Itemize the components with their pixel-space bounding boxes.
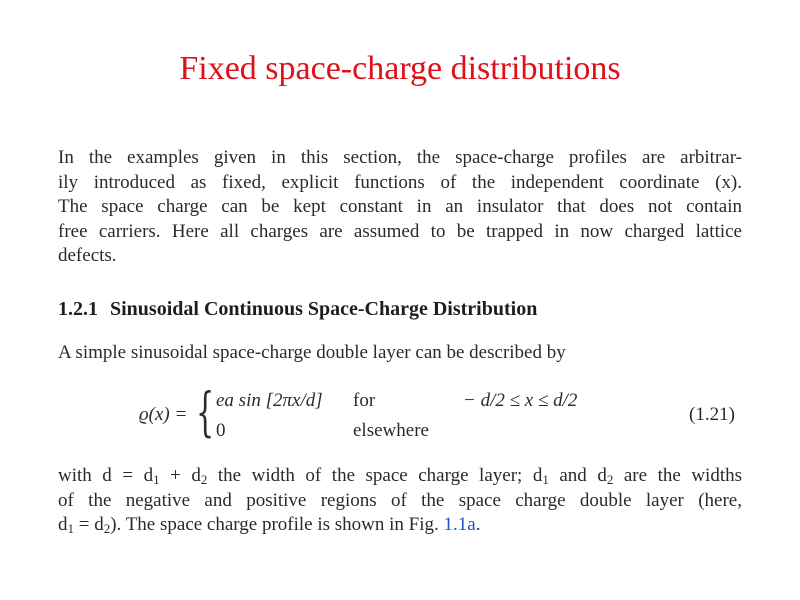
lead-in-paragraph (58, 341, 742, 366)
equation-number: (1.21) (689, 404, 735, 425)
section-heading (58, 298, 537, 321)
subscript: 2 (200, 472, 208, 487)
subscript: 2 (606, 472, 614, 487)
intro-paragraph (58, 146, 742, 269)
subscript: 1 (153, 472, 160, 487)
intro-line-2: ily introduced as fixed, explicit functions of the independent coordinate (x). (58, 171, 742, 193)
figure-reference-link[interactable]: 1.1a (443, 514, 476, 535)
intro-line-4: free carriers. Here all charges are assumed to be trapped in now charged lattice (58, 220, 742, 242)
closing-line-3-a: d (58, 514, 68, 535)
equation-case1-range: − d/2 ≤ x ≤ d/2 (463, 390, 578, 411)
subscript: 2 (103, 521, 111, 536)
equation-1-21 (0, 384, 800, 446)
closing-line-3-b: = d (74, 514, 104, 535)
closing-line-1-d: and d (548, 465, 607, 486)
lead-in-text: A simple sinusoidal space-charge double layer can be described by (58, 342, 566, 363)
closing-paragraph (58, 464, 742, 538)
subscript: 1 (67, 521, 74, 536)
equation-case1-condition: for (353, 390, 376, 411)
closing-line-3-d: . (475, 514, 481, 535)
intro-line-1: In the examples given in this section, the space-charge profiles are arbitrar- (58, 147, 742, 168)
subscript: 1 (542, 472, 549, 487)
slide-title: Fixed space-charge distributions (179, 50, 621, 87)
closing-line-1-b: + d (159, 465, 201, 486)
equation-case2-expression: 0 (216, 420, 226, 441)
closing-line-2: of the negative and positive regions of the space charge double layer (here, (58, 489, 742, 511)
intro-line-5: defects. (58, 245, 117, 266)
closing-line-3 (58, 513, 742, 538)
equation-case1-expression: ea sin [2πx/d] (216, 390, 323, 411)
section-title: Sinusoidal Continuous Space-Charge Distribution (110, 298, 538, 320)
section-number: 1.2.1 (58, 298, 98, 320)
intro-line-3: The space charge can be kept constant in an insulator that does not contain (58, 196, 742, 217)
closing-line-1-c: the width of the space charge layer; d (207, 465, 543, 486)
closing-line-1 (58, 464, 742, 489)
closing-line-3-c: ). The space charge profile is shown in Fig. (110, 514, 444, 535)
equation-case2-condition: elsewhere (353, 420, 429, 441)
equation-lhs: ϱ(x) = (139, 404, 188, 425)
closing-line-1-e: are the widths (613, 465, 742, 486)
closing-line-1-a: with d = d (58, 465, 154, 486)
left-brace-icon: { (196, 383, 215, 443)
